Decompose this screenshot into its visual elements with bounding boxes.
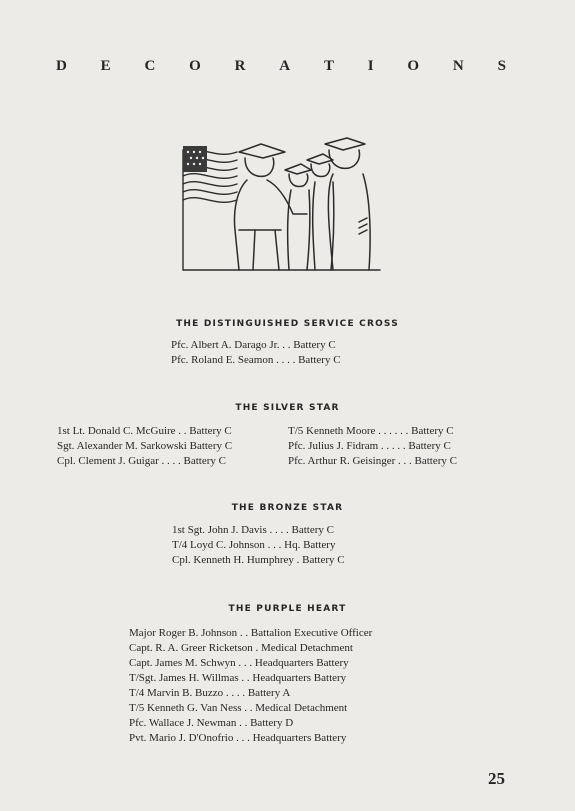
list-item: T/4 Loyd C. Johnson . . . Hq. Battery: [172, 539, 336, 551]
title-letter: O: [407, 58, 420, 74]
officer-back: [235, 180, 248, 270]
flag-stripe: [183, 182, 237, 187]
soldier-body: [313, 182, 334, 270]
section-heading-purple-heart: THE PURPLE HEART: [228, 604, 347, 614]
officer-head: [245, 158, 274, 176]
page-number: 25: [488, 769, 505, 788]
medal-ceremony-illustration: [175, 130, 385, 280]
title-letter: I: [367, 58, 374, 74]
page-title: [56, 58, 506, 75]
list-item: T/5 Kenneth Moore . . . . . . Battery C: [288, 425, 454, 437]
flag-stripe: [183, 174, 237, 179]
title-letter: E: [100, 58, 111, 74]
purple-heart-list: [129, 626, 372, 746]
section-heading-silver-star: THE SILVER STAR: [235, 403, 340, 413]
title-letter: A: [279, 58, 291, 74]
list-item: Pfc. Arthur R. Geisinger . . . Battery C: [288, 455, 457, 467]
officer-cap: [239, 144, 285, 158]
title-letter: O: [189, 58, 201, 74]
list-item: 1st Lt. Donald C. McGuire . . Battery C: [57, 425, 232, 437]
list-item: Pfc. Roland E. Seamon . . . . Battery C: [171, 354, 341, 366]
soldier-cap: [285, 164, 311, 174]
list-item: Pfc. Wallace J. Newman . . Battery D: [129, 717, 294, 729]
list-item: Pfc. Julius J. Fidram . . . . . Battery C: [288, 440, 451, 452]
title-letter: N: [452, 58, 464, 74]
officer-legs: [253, 230, 279, 270]
list-item: Sgt. Alexander M. Sarkowski Battery C: [57, 440, 233, 452]
section-heading-bronze-star: THE BRONZE STAR: [231, 503, 344, 513]
list-item: T/4 Marvin B. Buzzo . . . . Battery A: [129, 687, 291, 699]
title-letter: S: [497, 58, 506, 74]
list-item: Pvt. Mario J. D'Onofrio . . . Headquarters Battery: [129, 732, 347, 744]
list-item: Cpl. Kenneth H. Humphrey . Battery C: [172, 554, 345, 566]
flag-stripe: [183, 198, 237, 203]
list-item: T/5 Kenneth G. Van Ness . . Medical Detachment: [129, 702, 348, 714]
dsc-list: [171, 338, 341, 368]
title-letter: R: [234, 58, 246, 74]
soldier-cap: [325, 138, 365, 150]
soldier-head: [311, 164, 330, 177]
list-item: Capt. James M. Schwyn . . . Headquarters Battery: [129, 657, 349, 669]
officer-arm: [267, 180, 307, 214]
soldier-head: [289, 174, 308, 187]
soldier-body: [328, 174, 370, 270]
list-item: Cpl. Clement J. Guigar . . . . Battery C: [57, 455, 226, 467]
soldier-head: [329, 150, 360, 168]
section-heading-dsc: THE DISTINGUISHED SERVICE CROSS: [176, 319, 399, 329]
title-letter: C: [144, 58, 156, 74]
title-letter: T: [323, 58, 334, 74]
soldier-body: [288, 190, 310, 270]
bronze-star-list: [172, 523, 345, 568]
title-letter: D: [56, 58, 67, 74]
silver-star-list-left: [57, 424, 232, 469]
sergeant-stripes: [359, 218, 367, 234]
list-item: Capt. R. A. Greer Ricketson . Medical Detachment: [129, 642, 353, 654]
flag-stripe: [183, 190, 237, 195]
list-item: T/Sgt. James H. Willmas . . Headquarters Battery: [129, 672, 347, 684]
list-item: Pfc. Albert A. Darago Jr. . . Battery C: [171, 339, 336, 351]
list-item: Major Roger B. Johnson . . Battalion Executive Officer: [129, 627, 373, 639]
silver-star-list-right: [288, 424, 457, 469]
list-item: 1st Sgt. John J. Davis . . . . Battery C: [172, 524, 334, 536]
